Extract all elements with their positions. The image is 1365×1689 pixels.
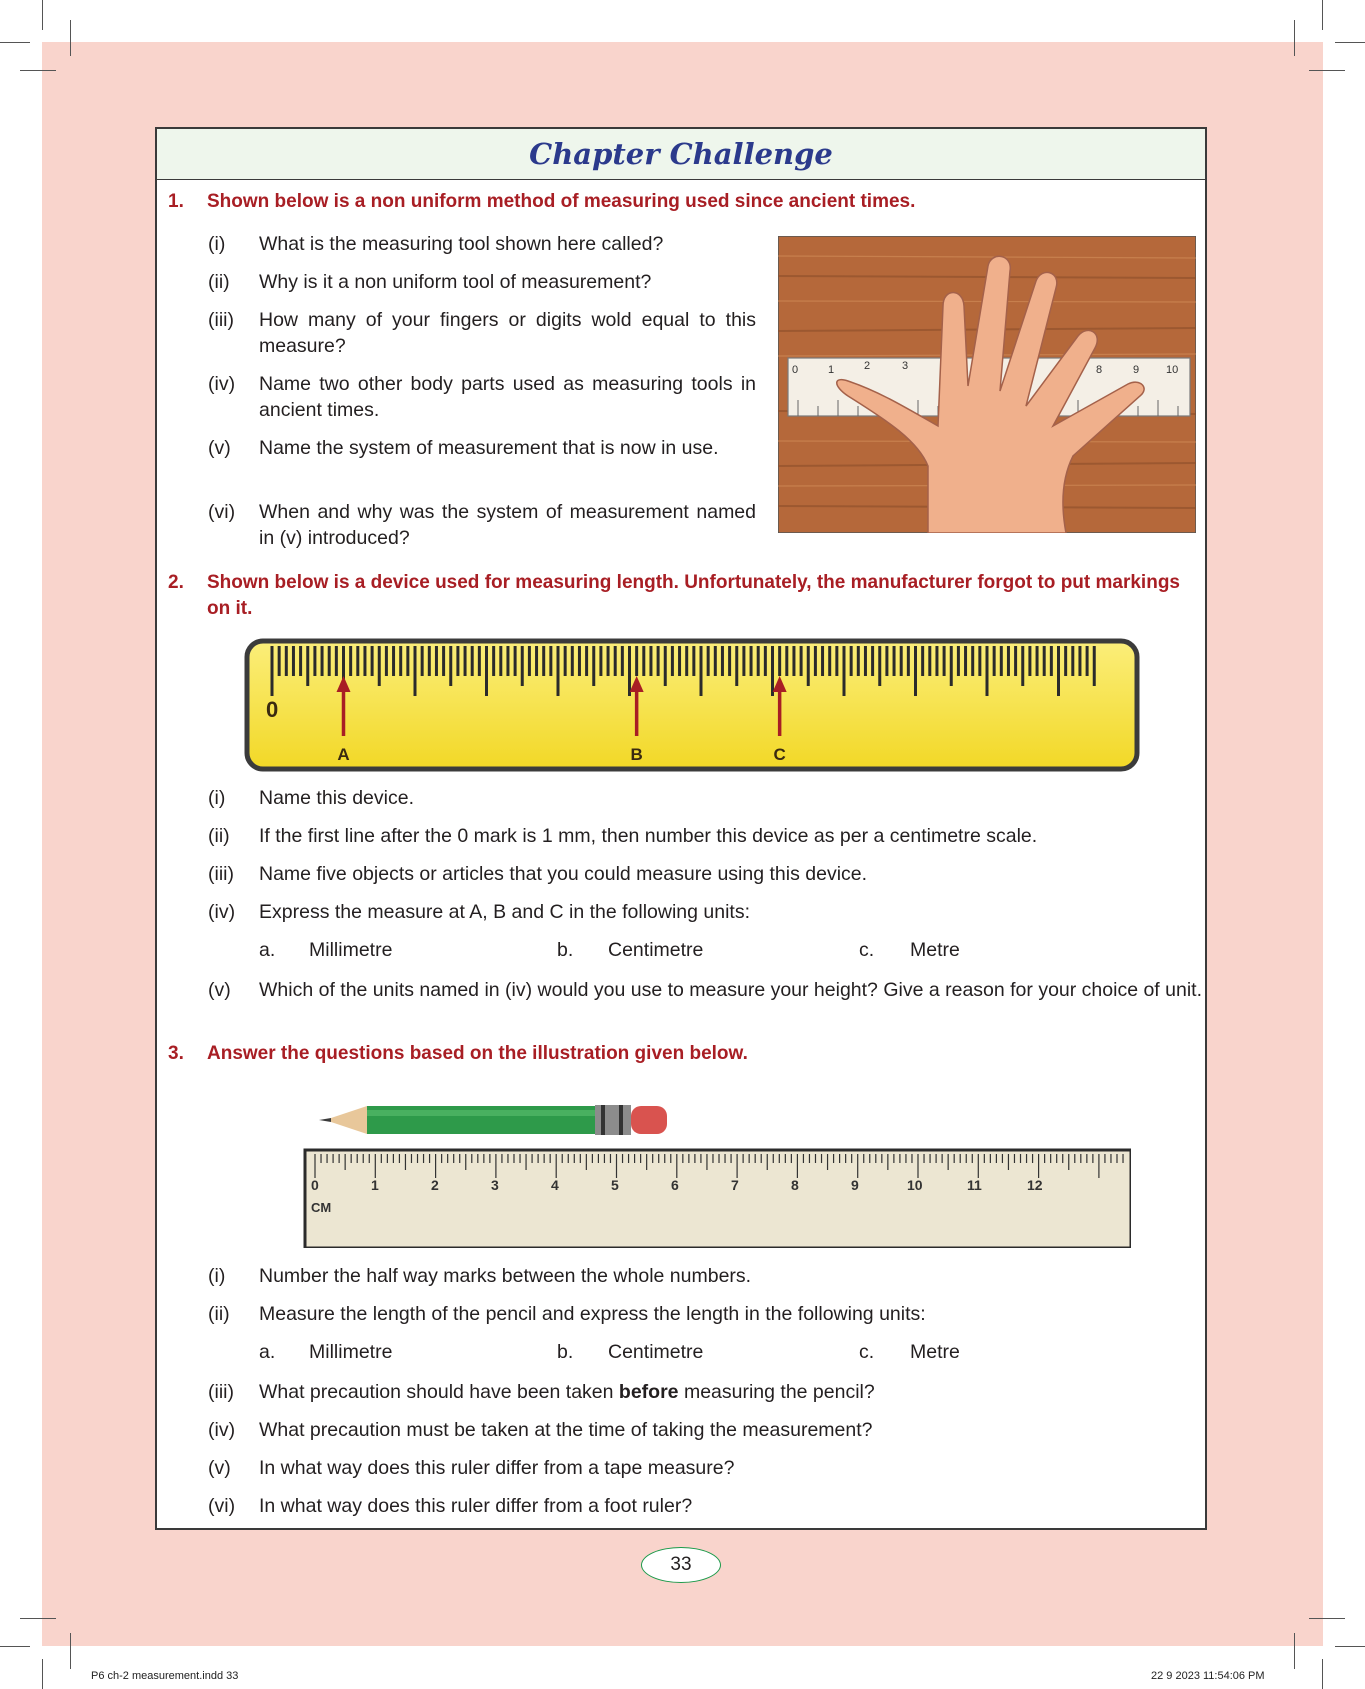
item-text: Why is it a non uniform tool of measurement?: [259, 271, 652, 293]
item-text: Number the half way marks between the whole numbers.: [259, 1265, 752, 1287]
hand-ruler-number: 8: [1096, 364, 1103, 376]
question-text: Shown below is a non uniform method of measuring used since ancient times.: [207, 191, 916, 212]
footer-file-info: P6 ch-2 measurement.indd 33: [91, 1670, 239, 1682]
item-text-part: measuring the pencil?: [678, 1381, 875, 1403]
question-number: 1.: [168, 191, 184, 212]
unmarked-ruler: [244, 638, 1140, 772]
marker-label: A: [337, 745, 350, 764]
unit-letter: b.: [557, 939, 574, 961]
hand-ruler-number: 9: [1133, 364, 1140, 376]
hand-ruler-number: 1: [828, 364, 835, 376]
item-numeral: (iii): [208, 309, 234, 331]
crop-mark: [1335, 42, 1365, 43]
cm-label: 6: [671, 1177, 679, 1193]
crop-mark: [1322, 1659, 1323, 1689]
footer-timestamp: 22 9 2023 11:54:06 PM: [1151, 1670, 1265, 1682]
question-text: Answer the questions based on the illustration given below.: [207, 1043, 748, 1064]
item-numeral: (i): [208, 1265, 226, 1287]
question-2: [168, 570, 1188, 622]
item-numeral: (ii): [208, 1303, 230, 1325]
unit-letter: a.: [259, 939, 276, 961]
item-text: If the first line after the 0 mark is 1 mm, then number this device as per a centimetre scale.: [259, 825, 1038, 847]
crop-mark: [42, 0, 43, 30]
item-text: Which of the units named in (iv) would you use to measure your height? Give a reason for your choice of unit.: [259, 979, 1202, 1001]
unit-letter: c.: [859, 939, 875, 961]
item-text: Measure the length of the pencil and express the length in the following units:: [259, 1303, 926, 1325]
item-text: Express the measure at A, B and C in the following units:: [259, 901, 751, 923]
cm-label: 3: [491, 1177, 499, 1193]
item-numeral: (vi): [208, 1495, 236, 1517]
title-bar: [157, 129, 1205, 180]
crop-mark: [1294, 1633, 1295, 1669]
cm-label: 10: [907, 1177, 923, 1193]
unit-name: Metre: [910, 939, 960, 961]
item-numeral: (v): [208, 979, 231, 1001]
cm-label: 9: [851, 1177, 859, 1193]
marker-label: B: [630, 745, 643, 764]
unit-name: Millimetre: [309, 1341, 393, 1363]
item-text: Name five objects or articles that you could measure using this device.: [259, 863, 868, 885]
unit-name: Metre: [910, 1341, 960, 1363]
crop-mark: [1322, 0, 1323, 30]
item-text: What is the measuring tool shown here called?: [259, 233, 664, 255]
ruler-body: [305, 1150, 1131, 1248]
item-text: [259, 1379, 1208, 1405]
unit-letter: c.: [859, 1341, 875, 1363]
pencil: [319, 1105, 667, 1135]
crop-mark: [1294, 20, 1295, 56]
item-numeral: (ii): [208, 271, 230, 293]
item-numeral: (iii): [208, 1381, 234, 1403]
hand-ruler-number: 10: [1166, 364, 1179, 376]
item-text: Name this device.: [259, 787, 414, 809]
cm-label: 11: [967, 1177, 982, 1193]
item-text: How many of your fingers or digits wold equal to this measure?: [259, 309, 756, 357]
question-number: 2.: [168, 572, 184, 593]
crop-mark: [1309, 70, 1345, 71]
item-numeral: (iv): [208, 373, 236, 395]
page-number: 33: [641, 1547, 721, 1583]
crop-mark: [1335, 1646, 1365, 1647]
item-numeral: (v): [208, 437, 231, 459]
crop-mark: [0, 42, 30, 43]
crop-mark: [42, 1659, 43, 1689]
marker-label: C: [773, 745, 786, 764]
hand-ruler-number: 0: [792, 364, 799, 376]
item-numeral: (v): [208, 1457, 231, 1479]
unit-options: [259, 1339, 959, 1365]
crop-mark: [1309, 1618, 1345, 1619]
item-numeral: (i): [208, 233, 226, 255]
crop-mark: [20, 1618, 56, 1619]
question-number: 3.: [168, 1043, 184, 1064]
item-text: Name the system of measurement that is now in use.: [259, 437, 719, 459]
page-title: Chapter Challenge: [529, 137, 833, 171]
unit-letter: a.: [259, 1341, 276, 1363]
crop-mark: [70, 1633, 71, 1669]
pencil-and-cm-ruler: [301, 1088, 1131, 1248]
item-numeral: (ii): [208, 825, 230, 847]
item-text: In what way does this ruler differ from a tape measure?: [259, 1457, 735, 1479]
question-3: [168, 1041, 1188, 1067]
cm-label: 1: [371, 1177, 379, 1193]
item-text: What precaution must be taken at the time of taking the measurement?: [259, 1419, 873, 1441]
item-text: Name two other body parts used as measuring tools in ancient times.: [259, 373, 756, 421]
zero-label: 0: [266, 697, 279, 722]
unit-letter: b.: [557, 1341, 574, 1363]
hand-span-illustration: [778, 236, 1196, 533]
cm-label: 2: [431, 1177, 439, 1193]
cm-label: 8: [791, 1177, 799, 1193]
crop-mark: [0, 1646, 30, 1647]
item-text-bold: before: [618, 1381, 679, 1403]
chapter-challenge-box: [155, 127, 1207, 1530]
question-text: Shown below is a device used for measuring length. Unfortunately, the manufacturer forgot to put markings on it.: [207, 572, 1180, 619]
crop-mark: [70, 20, 71, 56]
cm-label: 5: [611, 1177, 619, 1193]
unit-name: Millimetre: [309, 939, 393, 961]
crop-mark: [20, 70, 56, 71]
item-numeral: (iii): [208, 863, 234, 885]
hand-ruler-number: 2: [864, 360, 871, 372]
question-1: [168, 189, 1188, 215]
hand-ruler-number: 3: [902, 360, 909, 372]
item-text: In what way does this ruler differ from a foot ruler?: [259, 1495, 693, 1517]
item-numeral: (iv): [208, 1419, 236, 1441]
unit-label: CM: [311, 1200, 332, 1215]
item-text: When and why was the system of measurement named in (v) introduced?: [259, 501, 756, 549]
cm-label: 4: [551, 1177, 559, 1193]
item-numeral: (vi): [208, 501, 236, 523]
cm-label: 12: [1027, 1177, 1043, 1193]
item-text-part: What precaution should have been taken: [259, 1381, 619, 1403]
cm-label: 0: [311, 1177, 319, 1193]
item-numeral: (i): [208, 787, 226, 809]
unit-options: [259, 937, 959, 963]
item-numeral: (iv): [208, 901, 236, 923]
unit-name: Centimetre: [608, 1341, 704, 1363]
unit-name: Centimetre: [608, 939, 704, 961]
cm-label: 7: [731, 1177, 739, 1193]
